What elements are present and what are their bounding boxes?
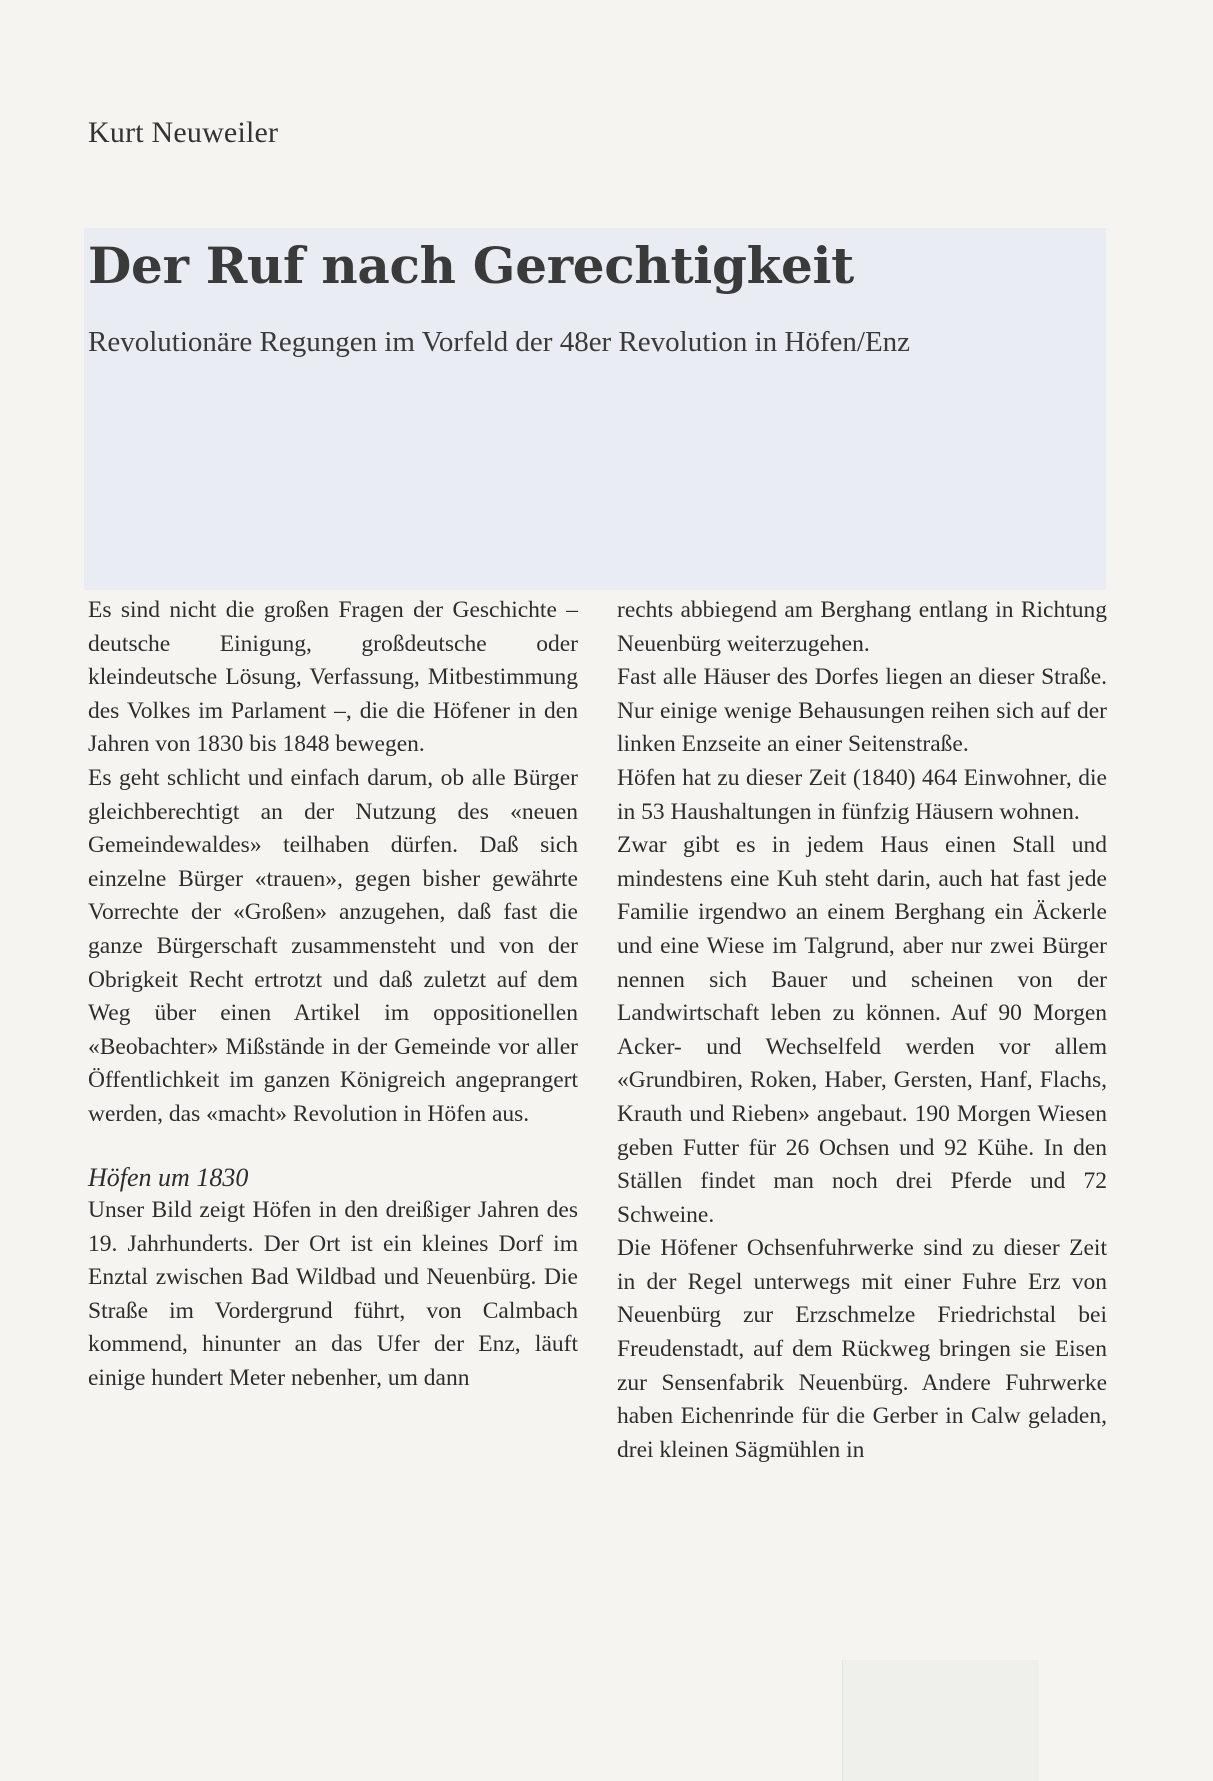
article-title: Der Ruf nach Gerechtigkeit [88, 236, 854, 295]
article-subtitle: Revolutionäre Regungen im Vorfeld der 48er Revolution in Höfen/Enz [88, 326, 911, 358]
paragraph: Fast alle Häuser des Dorfes liegen an dieser Straße. Nur einige wenige Behausungen reihen sich auf der linken Enzseite an einer Seitenstraße. [617, 664, 1107, 758]
section-heading: Höfen um 1830 [88, 1162, 249, 1192]
running-header-author: Kurt Neuweiler [88, 116, 279, 149]
paragraph: rechts abbiegend am Berghang entlang in Richtung Neuenbürg weiterzugehen. [617, 597, 1107, 657]
paragraph: Unser Bild zeigt Höfen in den dreißiger Jahren des 19. Jahrhunderts. Der Ort ist ein kleines Dorf im Enztal zwischen Bad Wildbad und Neuenbürg. Die Straße im Vordergrund führt, von Calmbach kommend, hinunter an das Ufer der Enz, läuft einige hundert Meter nebenher, um dann [88, 1197, 578, 1392]
paragraph: Die Höfener Ochsenfuhrwerke sind zu dieser Zeit in der Regel unterwegs mit einer Fuhre Erz von Neuenbürg zur Erzschmelze Friedrichstal bei Freudenstadt, auf dem Rückweg bringen sie Eisen zur Sensenfabrik Neuenbürg. Andere Fuhrwerke haben Eichenrinde für die Gerber in Calw geladen, drei kleinen Sägmühlen in [617, 1235, 1107, 1463]
paragraph: Es sind nicht die großen Fragen der Geschichte – deutsche Einigung, großdeutsche oder kleindeutsche Lösung, Verfassung, Mitbestimmung des Volkes im Parlament –, die die Höfener in den Jahren von 1830 bis 1848 bewegen. [88, 597, 578, 758]
paragraph: Zwar gibt es in jedem Haus einen Stall und mindestens eine Kuh steht darin, auch hat fast jede Familie irgendwo an einem Berghang ein Äckerle und eine Wiese im Talgrund, aber nur zwei Bürger nennen sich Bauer und scheinen von der Landwirtschaft leben zu können. Auf 90 Morgen Acker- und Wechselfeld werden vor allem «Grundbiren, Roken, Haber, Gersten, Hanf, Flachs, Krauth und Rieben» angebaut. 190 Morgen Wiesen geben Futter für 26 Ochsen und 92 Kühe. In den Ställen findet man noch drei Pferde und 72 Schweine. [617, 832, 1107, 1228]
right-column [617, 594, 1107, 1467]
paragraph: Höfen hat zu dieser Zeit (1840) 464 Einwohner, die in 53 Haushaltungen in fünfzig Häusern wohnen. [617, 764, 1107, 825]
show-through-shadow [842, 1660, 1039, 1781]
paragraph: Es geht schlicht und einfach darum, ob alle Bürger gleichberechtigt an der Nutzung des «neuen Gemeindewaldes» teilhaben dürfen. Daß sich einzelne Bürger «trauen», gegen bisher gewährte Vorrechte der «Großen» anzugehen, daß fast die ganze Bürgerschaft zusammensteht und von der Obrigkeit Recht ertrotzt und daß zuletzt auf dem Weg über einen Artikel im oppositionellen «Beobachter» Mißstände in der Gemeinde vor aller Öffentlichkeit im ganzen Königreich angeprangert werden, das «macht» Revolution in Höfen aus. [88, 764, 578, 1127]
left-column [88, 594, 578, 1396]
